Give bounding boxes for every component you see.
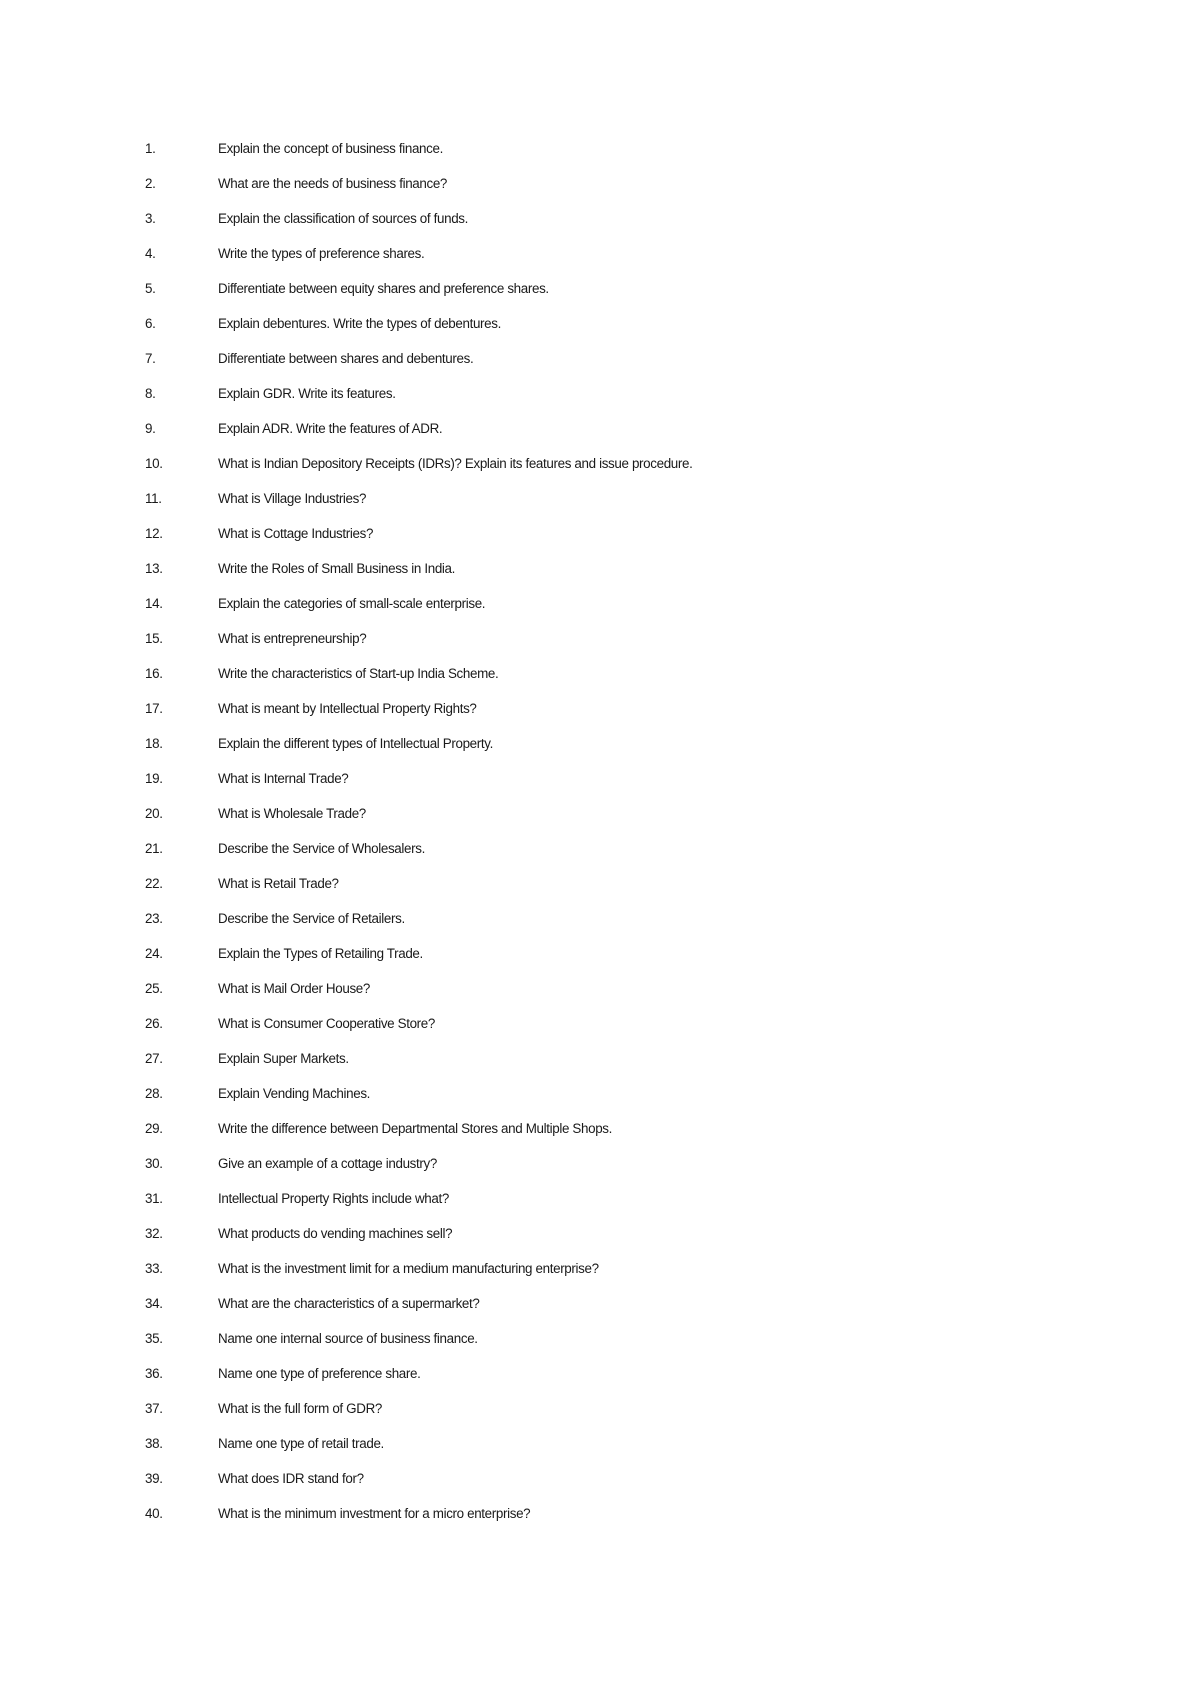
question-item: [145, 1051, 1045, 1086]
question-item: [145, 1156, 1045, 1191]
question-item: [145, 281, 1045, 316]
question-text: Explain the Types of Retailing Trade.: [218, 946, 423, 961]
question-number: 39.: [145, 1471, 163, 1486]
question-item: [145, 736, 1045, 771]
question-number: 37.: [145, 1401, 163, 1416]
question-text: What is the investment limit for a medium manufacturing enterprise?: [218, 1261, 599, 1276]
question-text: Explain the different types of Intellectual Property.: [218, 736, 493, 751]
question-text: Write the Roles of Small Business in India.: [218, 561, 456, 576]
question-item: [145, 771, 1045, 806]
question-text: Write the types of preference shares.: [218, 246, 425, 261]
question-text: What is meant by Intellectual Property Rights?: [218, 701, 477, 716]
question-text: Write the characteristics of Start-up India Scheme.: [218, 666, 499, 681]
question-text: Explain Super Markets.: [218, 1051, 349, 1066]
question-text: Explain debentures. Write the types of debentures.: [218, 316, 501, 331]
question-item: [145, 141, 1045, 176]
question-item: [145, 1226, 1045, 1261]
question-text: What are the characteristics of a supermarket?: [218, 1296, 480, 1311]
question-number: 23.: [145, 911, 163, 926]
question-item: [145, 806, 1045, 841]
question-text: What does IDR stand for?: [218, 1471, 364, 1486]
question-text: Name one type of retail trade.: [218, 1436, 384, 1451]
question-number: 5.: [145, 281, 156, 296]
question-item: [145, 456, 1045, 491]
question-number: 33.: [145, 1261, 163, 1276]
question-text: Name one type of preference share.: [218, 1366, 421, 1381]
question-text: Explain GDR. Write its features.: [218, 386, 396, 401]
question-text: What is Wholesale Trade?: [218, 806, 366, 821]
question-item: [145, 526, 1045, 561]
question-number: 36.: [145, 1366, 163, 1381]
question-text: What is Internal Trade?: [218, 771, 349, 786]
question-item: [145, 1436, 1045, 1471]
question-number: 40.: [145, 1506, 163, 1521]
question-number: 11.: [145, 491, 162, 506]
question-number: 2.: [145, 176, 156, 191]
question-number: 27.: [145, 1051, 163, 1066]
question-number: 26.: [145, 1016, 163, 1031]
question-number: 35.: [145, 1331, 163, 1346]
question-text: Describe the Service of Wholesalers.: [218, 841, 425, 856]
question-item: [145, 491, 1045, 526]
question-text: What is entrepreneurship?: [218, 631, 367, 646]
question-number: 4.: [145, 246, 156, 261]
question-text: What is Indian Depository Receipts (IDRs)? Explain its features and issue procedure.: [218, 456, 693, 471]
question-item: [145, 351, 1045, 386]
question-text: Differentiate between equity shares and preference shares.: [218, 281, 549, 296]
question-item: [145, 1121, 1045, 1156]
question-item: [145, 1471, 1045, 1506]
question-number: 13.: [145, 561, 163, 576]
question-text: Differentiate between shares and debentures.: [218, 351, 474, 366]
question-number: 3.: [145, 211, 156, 226]
question-text: Explain the categories of small-scale enterprise.: [218, 596, 486, 611]
question-number: 34.: [145, 1296, 163, 1311]
question-item: [145, 841, 1045, 876]
question-number: 14.: [145, 596, 163, 611]
question-item: [145, 421, 1045, 456]
question-text: Explain ADR. Write the features of ADR.: [218, 421, 443, 436]
question-text: Explain the classification of sources of funds.: [218, 211, 469, 226]
question-item: [145, 316, 1045, 351]
question-number: 18.: [145, 736, 163, 751]
question-item: [145, 1016, 1045, 1051]
question-number: 21.: [145, 841, 163, 856]
question-text: Write the difference between Departmental Stores and Multiple Shops.: [218, 1121, 613, 1136]
question-text: What is the minimum investment for a micro enterprise?: [218, 1506, 531, 1521]
question-number: 19.: [145, 771, 163, 786]
question-number: 8.: [145, 386, 156, 401]
question-text: Intellectual Property Rights include what?: [218, 1191, 449, 1206]
question-text: Name one internal source of business finance.: [218, 1331, 478, 1346]
question-item: [145, 596, 1045, 631]
question-text: What is Mail Order House?: [218, 981, 370, 996]
question-number: 16.: [145, 666, 163, 681]
question-number: 12.: [145, 526, 163, 541]
question-number: 31.: [145, 1191, 163, 1206]
question-number: 32.: [145, 1226, 163, 1241]
question-number: 17.: [145, 701, 163, 716]
question-number: 9.: [145, 421, 156, 436]
question-item: [145, 911, 1045, 946]
question-text: What is Consumer Cooperative Store?: [218, 1016, 435, 1031]
question-number: 6.: [145, 316, 156, 331]
question-number: 22.: [145, 876, 163, 891]
question-number: 20.: [145, 806, 163, 821]
question-item: [145, 1086, 1045, 1121]
question-text: Give an example of a cottage industry?: [218, 1156, 437, 1171]
question-number: 7.: [145, 351, 156, 366]
question-item: [145, 1296, 1045, 1331]
question-text: What is Retail Trade?: [218, 876, 339, 891]
question-text: What products do vending machines sell?: [218, 1226, 453, 1241]
question-item: [145, 1331, 1045, 1366]
question-item: [145, 701, 1045, 736]
question-item: [145, 561, 1045, 596]
question-number: 38.: [145, 1436, 163, 1451]
question-text: Explain Vending Machines.: [218, 1086, 371, 1101]
question-item: [145, 1366, 1045, 1401]
question-number: 29.: [145, 1121, 163, 1136]
question-number: 28.: [145, 1086, 163, 1101]
question-text: What is Cottage Industries?: [218, 526, 374, 541]
question-item: [145, 666, 1045, 701]
question-item: [145, 386, 1045, 421]
question-item: [145, 1401, 1045, 1436]
question-item: [145, 176, 1045, 211]
question-item: [145, 246, 1045, 281]
question-item: [145, 1261, 1045, 1296]
question-item: [145, 211, 1045, 246]
question-item: [145, 1191, 1045, 1226]
question-item: [145, 631, 1045, 666]
question-item: [145, 1506, 1045, 1541]
question-text: Explain the concept of business finance.: [218, 141, 443, 156]
question-number: 10.: [145, 456, 163, 471]
question-number: 25.: [145, 981, 163, 996]
question-text: What is the full form of GDR?: [218, 1401, 382, 1416]
question-text: Describe the Service of Retailers.: [218, 911, 405, 926]
question-item: [145, 946, 1045, 981]
question-text: What are the needs of business finance?: [218, 176, 448, 191]
question-list: [145, 141, 1045, 1541]
question-number: 15.: [145, 631, 163, 646]
question-item: [145, 981, 1045, 1016]
question-number: 24.: [145, 946, 163, 961]
question-number: 1.: [145, 141, 156, 156]
question-item: [145, 876, 1045, 911]
question-number: 30.: [145, 1156, 163, 1171]
question-text: What is Village Industries?: [218, 491, 367, 506]
